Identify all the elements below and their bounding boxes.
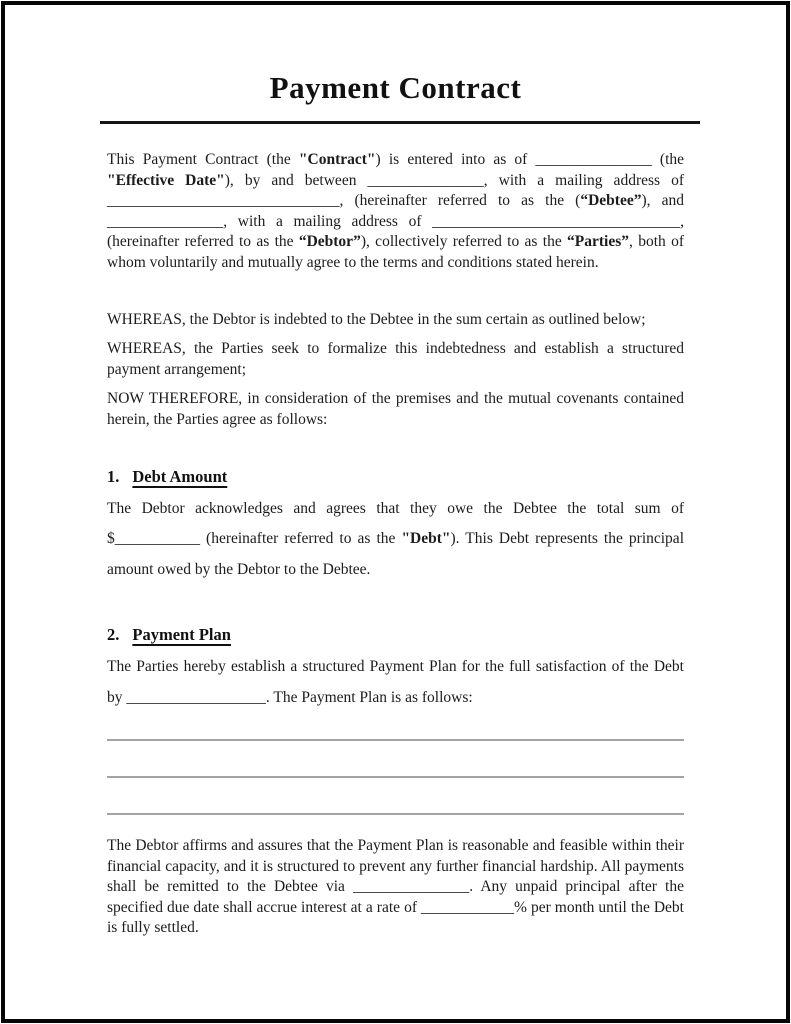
section-2-title: Payment Plan xyxy=(132,625,231,645)
section-1-heading xyxy=(107,467,684,487)
section-2-body: The Parties hereby establish a structured Payment Plan for the full satisfaction of the Debt by __________________. The Payment Plan is as follows: xyxy=(107,658,684,706)
section-2-number: 2. xyxy=(107,625,120,645)
intro-paragraph: This Payment Contract (the "Contract") is entered into as of _______________ (the "Effective Date"), by and between _______________, with a mailing address of ______________________________, (hereinafter referred to as the (“Debtee”), and _______________, with a mailing address of ________________________________, (hereinafter referred to as the “Debtor”), collectively referred to as the “Parties”, both of whom voluntarily and mutually agree to the terms and conditions stated herein. xyxy=(107,151,685,271)
section-2-heading xyxy=(107,625,684,645)
document-title: Payment Contract xyxy=(269,70,522,105)
payment-plan-write-in-line-2 xyxy=(107,776,684,778)
recital-whereas-2: WHEREAS, the Parties seek to formalize this indebtedness and establish a structured payment arrangement; xyxy=(107,340,684,378)
section-1-number: 1. xyxy=(107,466,120,486)
recital-whereas-1: WHEREAS, the Debtor is indebted to the Debtee in the sum certain as outlined below; xyxy=(107,310,646,328)
section-1-body: The Debtor acknowledges and agrees that they owe the Debtee the total sum of $___________ (hereinafter referred to as the "Debt"). This Debt represents the principal amount owed by the Debtor to the Debtee. xyxy=(107,499,684,578)
title-rule xyxy=(100,121,700,124)
section-1-title: Debt Amount xyxy=(132,466,228,486)
closing-paragraph: The Debtor affirms and assures that the Payment Plan is reasonable and feasible within their financial capacity, and it is structured to prevent any further financial hardship. All payments shall be remitted to the Debtee via _______________. Any unpaid principal after the specified due date shall accrue interest at a rate of ____________% per month until the Debt is fully settled. xyxy=(107,837,684,937)
payment-plan-write-in-line-3 xyxy=(107,813,684,815)
payment-plan-write-in-line-1 xyxy=(107,739,684,741)
document-content xyxy=(107,0,684,939)
recital-now-therefore: NOW THEREFORE, in consideration of the premises and the mutual covenants contained herein, the Parties agree as follows: xyxy=(107,390,684,428)
